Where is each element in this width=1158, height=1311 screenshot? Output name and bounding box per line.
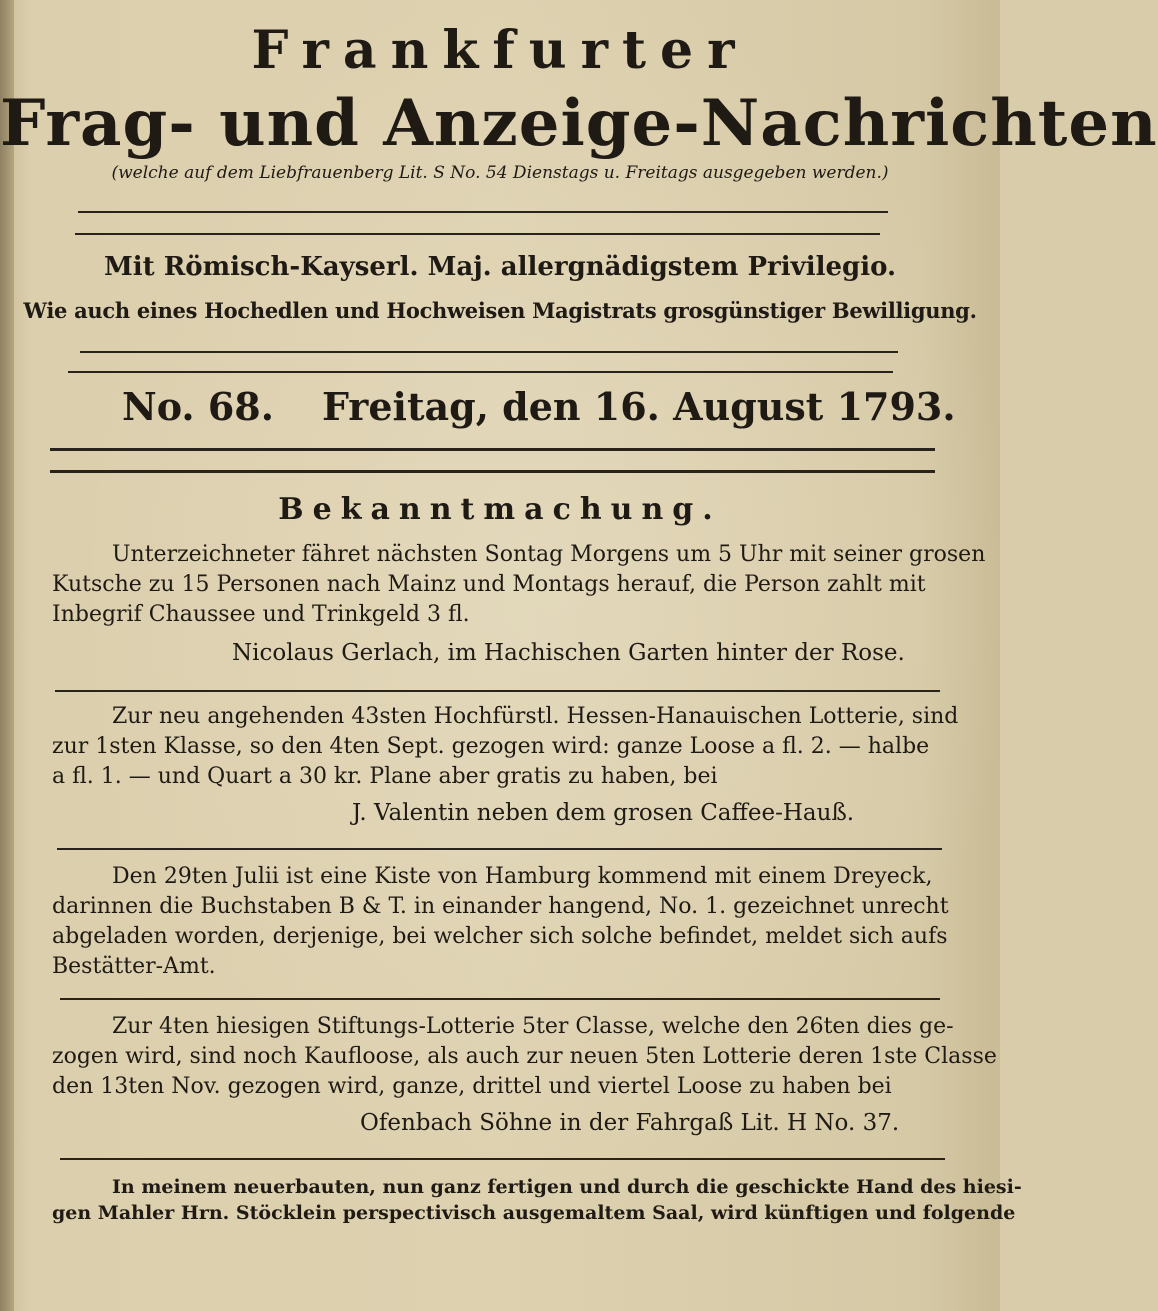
privilege-line-1: Mit Römisch-Kayserl. Maj. allergnädigstem Privilegio. <box>103 252 897 282</box>
notice-line: Zur 4ten hiesigen Stiftungs-Lotterie 5ter Classe, welche den 26ten dies ge- <box>112 1014 954 1039</box>
issue-number: No. 68. <box>122 384 274 429</box>
divider-rule <box>78 211 888 213</box>
notice-2 <box>52 702 959 792</box>
notice-line: Unterzeichneter fähret nächsten Sontag Morgens um 5 Uhr mit seiner grosen <box>112 542 986 567</box>
divider-rule <box>50 448 935 451</box>
notice-3 <box>52 862 949 982</box>
notice-heading: Bekanntmachung. <box>278 492 722 527</box>
masthead-title-line1: Frankfurter <box>251 20 749 81</box>
notice-line: Kutsche zu 15 Personen nach Mainz und Montags herauf, die Person zahlt mit <box>52 572 926 597</box>
divider-rule <box>60 1158 945 1160</box>
issue-dateline <box>0 384 1000 434</box>
notice-line: Zur neu angehenden 43sten Hochfürstl. Hessen-Hanauischen Lotterie, sind <box>112 704 959 729</box>
binding-gutter <box>0 0 14 1311</box>
notice-2-signature: J. Valentin neben dem grosen Caffee-Hauß. <box>352 800 855 826</box>
notice-line: darinnen die Buchstaben B & T. in einander hangend, No. 1. gezeichnet unrecht <box>52 894 949 919</box>
notice-4-signature: Ofenbach Söhne in der Fahrgaß Lit. H No. 37. <box>360 1110 900 1136</box>
notice-line: Inbegrif Chaussee und Trinkgeld 3 fl. <box>52 602 470 627</box>
notice-line: Bestätter-Amt. <box>52 954 216 979</box>
notice-1-signature: Nicolaus Gerlach, im Hachischen Garten hinter der Rose. <box>232 640 905 666</box>
divider-rule <box>68 371 893 373</box>
notice-4 <box>52 1012 997 1102</box>
notice-line: abgeladen worden, derjenige, bei welcher sich solche befindet, meldet sich aufs <box>52 924 948 949</box>
masthead-title-line2: Frag- und Anzeige-Nachrichten <box>0 86 1158 161</box>
divider-rule <box>80 351 898 353</box>
notice-1 <box>52 540 986 630</box>
masthead-subtitle: (welche auf dem Liebfrauenberg Lit. S No. 54 Dienstags u. Freitags ausgegeben werden.) <box>111 163 889 183</box>
notice-line: a fl. 1. — und Quart a 30 kr. Plane aber gratis zu haben, bei <box>52 764 718 789</box>
notice-line: zogen wird, sind noch Kaufloose, als auch zur neuen 5ten Lotterie deren 1ste Classe <box>52 1044 997 1069</box>
notice-line: gen Mahler Hrn. Stöcklein perspectivisch ausgemaltem Saal, wird künftigen und folgende <box>52 1202 1016 1224</box>
notice-line: Den 29ten Julii ist eine Kiste von Hamburg kommend mit einem Dreyeck, <box>112 864 933 889</box>
divider-rule <box>57 848 942 850</box>
divider-rule <box>75 233 880 235</box>
notice-line: zur 1sten Klasse, so den 4ten Sept. gezogen wird: ganze Loose a fl. 2. — halbe <box>52 734 930 759</box>
divider-rule <box>60 998 940 1000</box>
notice-line: den 13ten Nov. gezogen wird, ganze, drittel und viertel Loose zu haben bei <box>52 1074 892 1099</box>
divider-rule <box>55 690 940 692</box>
divider-rule <box>50 470 935 473</box>
privilege-line-2: Wie auch eines Hochedlen und Hochweisen Magistrats grosgünstiger Bewilligung. <box>23 298 977 323</box>
notice-5 <box>52 1174 1022 1226</box>
notice-line: In meinem neuerbauten, nun ganz fertigen und durch die geschickte Hand des hiesi- <box>112 1176 1022 1198</box>
issue-date: Freitag, den 16. August 1793. <box>322 384 956 429</box>
